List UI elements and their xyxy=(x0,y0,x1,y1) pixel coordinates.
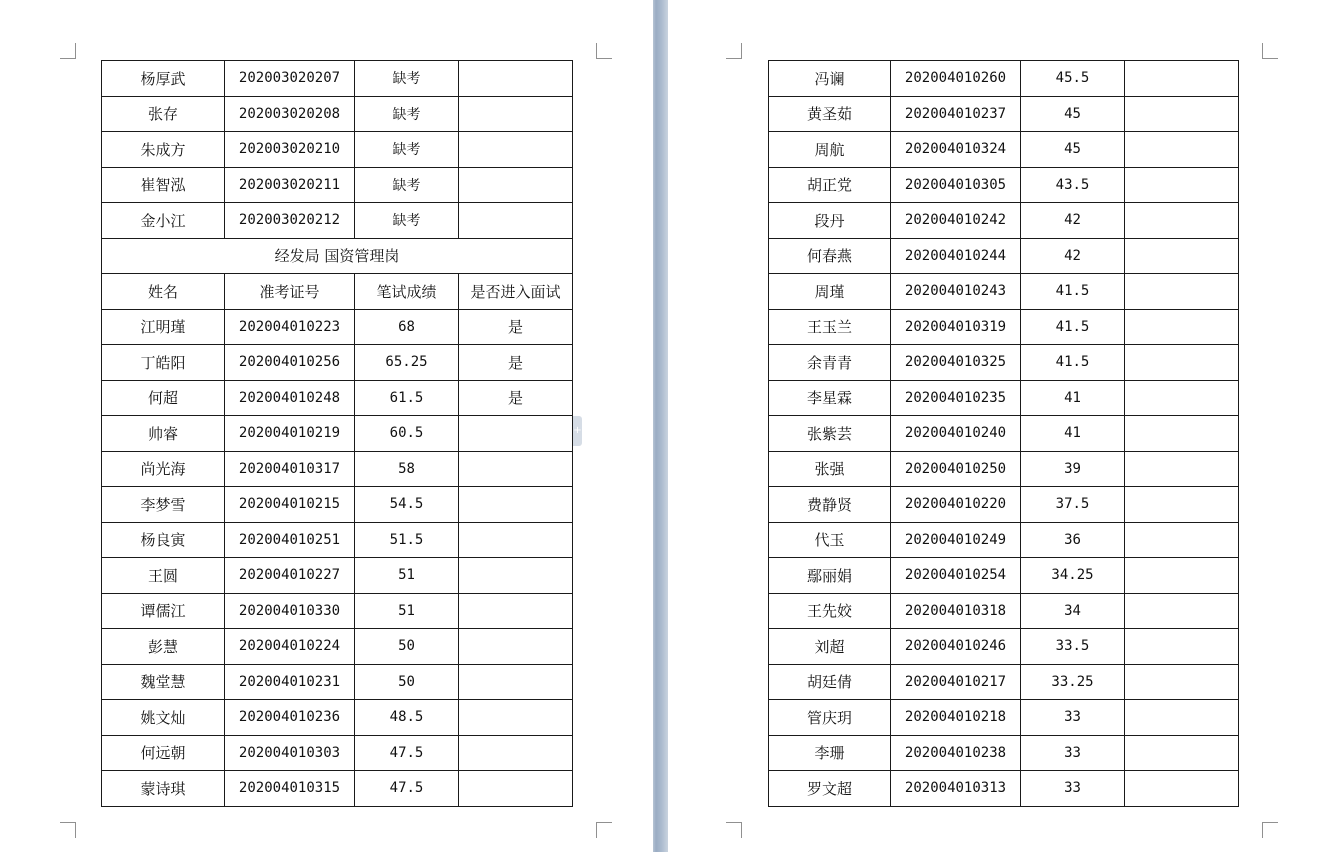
cell-interview[interactable] xyxy=(459,203,573,239)
cell-written-score[interactable]: 58 xyxy=(355,451,459,487)
cell-interview[interactable] xyxy=(459,700,573,736)
cell-written-score[interactable]: 34.25 xyxy=(1021,558,1125,594)
cell-interview[interactable] xyxy=(459,735,573,771)
table-row xyxy=(769,345,1239,381)
table-row xyxy=(769,451,1239,487)
cell-name[interactable]: 黄圣茹 xyxy=(769,96,891,132)
cell-name[interactable]: 朱成方 xyxy=(102,132,225,168)
crop-mark-top-right xyxy=(596,43,612,59)
table-row xyxy=(102,629,573,665)
header-name[interactable]: 姓名 xyxy=(102,274,225,310)
cell-written-score[interactable]: 33.25 xyxy=(1021,664,1125,700)
cell-name[interactable]: 杨良寅 xyxy=(102,522,225,558)
cell-interview[interactable] xyxy=(1125,345,1239,381)
cell-interview[interactable] xyxy=(1125,558,1239,594)
cell-written-score[interactable]: 缺考 xyxy=(355,96,459,132)
table-row xyxy=(102,487,573,523)
section-title[interactable]: 经发局 国资管理岗 xyxy=(102,238,573,274)
cell-interview[interactable] xyxy=(459,167,573,203)
cell-exam-id[interactable]: 202004010317 xyxy=(225,451,355,487)
cell-name[interactable]: 周瑾 xyxy=(769,274,891,310)
cell-interview[interactable] xyxy=(1125,664,1239,700)
table-row xyxy=(102,203,573,239)
table-row xyxy=(102,167,573,203)
cell-written-score[interactable]: 51.5 xyxy=(355,522,459,558)
cell-name[interactable]: 谭儒江 xyxy=(102,593,225,629)
table-row xyxy=(769,380,1239,416)
cell-interview[interactable] xyxy=(1125,380,1239,416)
table-row xyxy=(102,416,573,452)
cell-written-score[interactable]: 缺考 xyxy=(355,167,459,203)
table-row xyxy=(769,96,1239,132)
crop-mark-bottom-right xyxy=(1262,822,1278,838)
cell-name[interactable]: 胡廷倩 xyxy=(769,664,891,700)
cell-exam-id[interactable]: 202004010305 xyxy=(891,167,1021,203)
cell-written-score[interactable]: 41.5 xyxy=(1021,309,1125,345)
cell-written-score[interactable]: 36 xyxy=(1021,522,1125,558)
cell-interview[interactable] xyxy=(459,664,573,700)
crop-mark-top-right xyxy=(1262,43,1278,59)
cell-exam-id[interactable]: 202004010319 xyxy=(891,309,1021,345)
cell-name[interactable]: 刘超 xyxy=(769,629,891,665)
cell-name[interactable]: 周航 xyxy=(769,132,891,168)
cell-interview[interactable] xyxy=(1125,735,1239,771)
cell-written-score[interactable]: 45.5 xyxy=(1021,61,1125,97)
cell-written-score[interactable]: 45 xyxy=(1021,96,1125,132)
cell-written-score[interactable]: 61.5 xyxy=(355,380,459,416)
cell-name[interactable]: 杨厚武 xyxy=(102,61,225,97)
table-row xyxy=(102,96,573,132)
table-row xyxy=(769,700,1239,736)
table-row xyxy=(769,238,1239,274)
cell-written-score[interactable]: 41.5 xyxy=(1021,274,1125,310)
cell-exam-id[interactable]: 202004010240 xyxy=(891,416,1021,452)
page-gutter xyxy=(653,0,668,852)
cell-exam-id[interactable]: 202004010318 xyxy=(891,593,1021,629)
cell-written-score[interactable]: 51 xyxy=(355,593,459,629)
cell-interview[interactable] xyxy=(1125,593,1239,629)
cell-exam-id[interactable]: 202004010243 xyxy=(891,274,1021,310)
table-row xyxy=(769,487,1239,523)
cell-interview[interactable]: 是 xyxy=(459,345,573,381)
crop-mark-top-left xyxy=(60,43,76,59)
cell-name[interactable]: 费静贤 xyxy=(769,487,891,523)
cell-name[interactable]: 张强 xyxy=(769,451,891,487)
cell-written-score[interactable]: 42 xyxy=(1021,238,1125,274)
cell-written-score[interactable]: 41 xyxy=(1021,380,1125,416)
cell-written-score[interactable]: 65.25 xyxy=(355,345,459,381)
cell-name[interactable]: 管庆玥 xyxy=(769,700,891,736)
cell-written-score[interactable]: 48.5 xyxy=(355,700,459,736)
cell-exam-id[interactable]: 202004010227 xyxy=(225,558,355,594)
cell-interview[interactable] xyxy=(1125,451,1239,487)
table-row xyxy=(769,416,1239,452)
table-row xyxy=(769,61,1239,97)
cell-interview[interactable] xyxy=(1125,203,1239,239)
cell-written-score[interactable]: 缺考 xyxy=(355,61,459,97)
cell-exam-id[interactable]: 202004010231 xyxy=(225,664,355,700)
cell-written-score[interactable]: 39 xyxy=(1021,451,1125,487)
table-row xyxy=(102,771,573,807)
cell-name[interactable]: 王先姣 xyxy=(769,593,891,629)
cell-written-score[interactable]: 47.5 xyxy=(355,735,459,771)
cell-interview[interactable] xyxy=(1125,416,1239,452)
cell-exam-id[interactable]: 202004010325 xyxy=(891,345,1021,381)
table-row xyxy=(769,735,1239,771)
cell-interview[interactable] xyxy=(1125,309,1239,345)
cell-name[interactable]: 张紫芸 xyxy=(769,416,891,452)
table-row xyxy=(769,558,1239,594)
cell-exam-id[interactable]: 202004010244 xyxy=(891,238,1021,274)
cell-name[interactable]: 江明瑾 xyxy=(102,309,225,345)
cell-interview[interactable] xyxy=(1125,629,1239,665)
cell-written-score[interactable]: 33 xyxy=(1021,771,1125,807)
header-written-score[interactable]: 笔试成绩 xyxy=(355,274,459,310)
cell-interview[interactable] xyxy=(459,771,573,807)
cell-exam-id[interactable]: 202004010330 xyxy=(225,593,355,629)
cell-written-score[interactable]: 缺考 xyxy=(355,132,459,168)
cell-name[interactable]: 何远朝 xyxy=(102,735,225,771)
cell-name[interactable]: 何春燕 xyxy=(769,238,891,274)
cell-name[interactable]: 李珊 xyxy=(769,735,891,771)
table-row xyxy=(769,203,1239,239)
cell-interview[interactable] xyxy=(459,416,573,452)
cell-exam-id[interactable]: 202004010303 xyxy=(225,735,355,771)
header-row xyxy=(102,274,573,310)
cell-interview[interactable] xyxy=(459,132,573,168)
table-row xyxy=(102,735,573,771)
cell-exam-id[interactable]: 202003020208 xyxy=(225,96,355,132)
table-row xyxy=(102,380,573,416)
cell-exam-id[interactable]: 202003020212 xyxy=(225,203,355,239)
cell-exam-id[interactable]: 202004010246 xyxy=(891,629,1021,665)
cell-interview[interactable] xyxy=(459,593,573,629)
cell-exam-id[interactable]: 202004010238 xyxy=(891,735,1021,771)
cell-name[interactable]: 李星霖 xyxy=(769,380,891,416)
cell-name[interactable]: 丁皓阳 xyxy=(102,345,225,381)
cell-exam-id[interactable]: 202004010237 xyxy=(891,96,1021,132)
cell-exam-id[interactable]: 202004010217 xyxy=(891,664,1021,700)
cell-written-score[interactable]: 42 xyxy=(1021,203,1125,239)
cell-name[interactable]: 何超 xyxy=(102,380,225,416)
cell-written-score[interactable]: 54.5 xyxy=(355,487,459,523)
cell-interview[interactable]: 是 xyxy=(459,380,573,416)
cell-exam-id[interactable]: 202004010260 xyxy=(891,61,1021,97)
cell-name[interactable]: 蒙诗琪 xyxy=(102,771,225,807)
cell-written-score[interactable]: 43.5 xyxy=(1021,167,1125,203)
cell-written-score[interactable]: 34 xyxy=(1021,593,1125,629)
table-row xyxy=(769,629,1239,665)
cell-name[interactable]: 罗文超 xyxy=(769,771,891,807)
cell-name[interactable]: 魏堂慧 xyxy=(102,664,225,700)
cell-exam-id[interactable]: 202004010236 xyxy=(225,700,355,736)
cell-exam-id[interactable]: 202004010219 xyxy=(225,416,355,452)
crop-mark-bottom-left xyxy=(726,822,742,838)
table-resize-handle[interactable]: + xyxy=(573,416,582,446)
cell-exam-id[interactable]: 202004010256 xyxy=(225,345,355,381)
table-row xyxy=(769,132,1239,168)
cell-exam-id[interactable]: 202004010315 xyxy=(225,771,355,807)
table-row xyxy=(102,522,573,558)
table-row xyxy=(102,61,573,97)
table-row xyxy=(102,700,573,736)
cell-exam-id[interactable]: 202004010223 xyxy=(225,309,355,345)
cell-name[interactable]: 崔智泓 xyxy=(102,167,225,203)
cell-interview[interactable] xyxy=(1125,700,1239,736)
cell-interview[interactable] xyxy=(1125,522,1239,558)
crop-mark-bottom-left xyxy=(60,822,76,838)
cell-exam-id[interactable]: 202004010220 xyxy=(891,487,1021,523)
cell-exam-id[interactable]: 202004010218 xyxy=(891,700,1021,736)
cell-name[interactable]: 尚光海 xyxy=(102,451,225,487)
table-row xyxy=(102,309,573,345)
cell-written-score[interactable]: 45 xyxy=(1021,132,1125,168)
cell-exam-id[interactable]: 202003020210 xyxy=(225,132,355,168)
table-row xyxy=(102,132,573,168)
cell-written-score[interactable]: 47.5 xyxy=(355,771,459,807)
cell-exam-id[interactable]: 202003020207 xyxy=(225,61,355,97)
cell-exam-id[interactable]: 202004010235 xyxy=(891,380,1021,416)
cell-name[interactable]: 姚文灿 xyxy=(102,700,225,736)
score-table-left xyxy=(101,60,573,807)
table-row xyxy=(769,274,1239,310)
cell-name[interactable]: 帅睿 xyxy=(102,416,225,452)
table-row xyxy=(102,664,573,700)
section-title-row xyxy=(102,238,573,274)
table-row xyxy=(769,522,1239,558)
cell-written-score[interactable]: 50 xyxy=(355,664,459,700)
cell-interview[interactable] xyxy=(1125,238,1239,274)
cell-name[interactable]: 代玉 xyxy=(769,522,891,558)
table-row xyxy=(769,167,1239,203)
header-interview[interactable]: 是否进入面试 xyxy=(459,274,573,310)
cell-name[interactable]: 王圆 xyxy=(102,558,225,594)
table-row xyxy=(102,593,573,629)
document-page-right xyxy=(668,0,1321,852)
cell-written-score[interactable]: 33 xyxy=(1021,735,1125,771)
cell-exam-id[interactable]: 202003020211 xyxy=(225,167,355,203)
crop-mark-top-left xyxy=(726,43,742,59)
cell-exam-id[interactable]: 202004010242 xyxy=(891,203,1021,239)
cell-name[interactable]: 王玉兰 xyxy=(769,309,891,345)
cell-interview[interactable] xyxy=(459,451,573,487)
table-row xyxy=(102,451,573,487)
cell-interview[interactable] xyxy=(1125,274,1239,310)
cell-written-score[interactable]: 缺考 xyxy=(355,203,459,239)
cell-name[interactable]: 鄢丽娟 xyxy=(769,558,891,594)
cell-interview[interactable] xyxy=(459,96,573,132)
cell-written-score[interactable]: 68 xyxy=(355,309,459,345)
cell-exam-id[interactable]: 202004010324 xyxy=(891,132,1021,168)
cell-name[interactable]: 胡正党 xyxy=(769,167,891,203)
cell-name[interactable]: 彭慧 xyxy=(102,629,225,665)
table-row xyxy=(769,309,1239,345)
crop-mark-bottom-right xyxy=(596,822,612,838)
cell-name[interactable]: 李梦雪 xyxy=(102,487,225,523)
cell-written-score[interactable]: 51 xyxy=(355,558,459,594)
cell-written-score[interactable]: 41.5 xyxy=(1021,345,1125,381)
cell-interview[interactable] xyxy=(459,61,573,97)
cell-interview[interactable] xyxy=(1125,771,1239,807)
cell-exam-id[interactable]: 202004010251 xyxy=(225,522,355,558)
cell-exam-id[interactable]: 202004010254 xyxy=(891,558,1021,594)
cell-exam-id[interactable]: 202004010313 xyxy=(891,771,1021,807)
cell-interview[interactable] xyxy=(459,487,573,523)
cell-interview[interactable] xyxy=(459,629,573,665)
cell-interview[interactable] xyxy=(459,558,573,594)
document-page-left xyxy=(0,0,653,852)
cell-name[interactable]: 金小江 xyxy=(102,203,225,239)
cell-interview[interactable] xyxy=(1125,61,1239,97)
cell-name[interactable]: 冯谰 xyxy=(769,61,891,97)
cell-written-score[interactable]: 60.5 xyxy=(355,416,459,452)
cell-interview[interactable] xyxy=(1125,487,1239,523)
cell-name[interactable]: 段丹 xyxy=(769,203,891,239)
cell-exam-id[interactable]: 202004010215 xyxy=(225,487,355,523)
table-row xyxy=(769,593,1239,629)
cell-written-score[interactable]: 50 xyxy=(355,629,459,665)
cell-interview[interactable] xyxy=(1125,132,1239,168)
cell-exam-id[interactable]: 202004010248 xyxy=(225,380,355,416)
cell-exam-id[interactable]: 202004010250 xyxy=(891,451,1021,487)
table-row xyxy=(102,345,573,381)
cell-interview[interactable] xyxy=(1125,167,1239,203)
cell-exam-id[interactable]: 202004010224 xyxy=(225,629,355,665)
table-row xyxy=(769,771,1239,807)
cell-name[interactable]: 张存 xyxy=(102,96,225,132)
cell-interview[interactable]: 是 xyxy=(459,309,573,345)
cell-written-score[interactable]: 33 xyxy=(1021,700,1125,736)
table-row xyxy=(102,558,573,594)
cell-written-score[interactable]: 41 xyxy=(1021,416,1125,452)
cell-interview[interactable] xyxy=(459,522,573,558)
score-table-right xyxy=(768,60,1239,807)
header-exam-id[interactable]: 准考证号 xyxy=(225,274,355,310)
table-row xyxy=(769,664,1239,700)
cell-name[interactable]: 余青青 xyxy=(769,345,891,381)
cell-written-score[interactable]: 33.5 xyxy=(1021,629,1125,665)
cell-written-score[interactable]: 37.5 xyxy=(1021,487,1125,523)
cell-interview[interactable] xyxy=(1125,96,1239,132)
cell-exam-id[interactable]: 202004010249 xyxy=(891,522,1021,558)
